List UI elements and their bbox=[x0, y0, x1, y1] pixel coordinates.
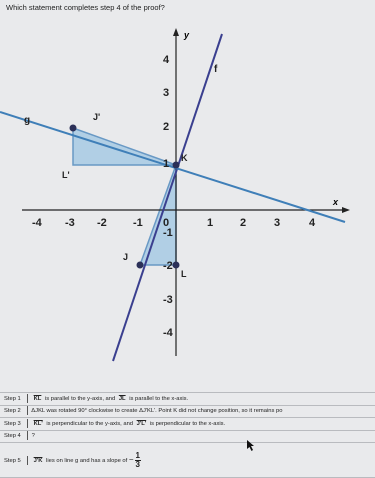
triangle-j-k-l bbox=[140, 165, 176, 265]
line-g-label: g bbox=[24, 115, 31, 126]
segment-kl: $\overline{KL}$ bbox=[33, 396, 42, 402]
x-tick-label: 4 bbox=[309, 217, 316, 229]
step-text: is perpendicular to the y-axis, and bbox=[44, 421, 135, 427]
point-l bbox=[173, 262, 180, 269]
y-tick-label: 4 bbox=[163, 54, 170, 66]
x-tick-label: 1 bbox=[207, 217, 214, 229]
y-tick-label: 2 bbox=[163, 121, 170, 133]
x-tick-label: -1 bbox=[133, 217, 143, 229]
segment-jl: $\overline{JL}$ bbox=[118, 396, 126, 402]
step-text: is parallel to the y-axis, and bbox=[43, 396, 117, 402]
line-f bbox=[113, 34, 222, 361]
step-row bbox=[0, 405, 375, 417]
x-tick-label: -3 bbox=[65, 217, 75, 229]
step-text: ΔJKL was rotated 90° clockwise to create ΔJ'KL'. Point K did not change position, so it remains po bbox=[31, 408, 283, 415]
point-label-j-prime: J' bbox=[93, 112, 101, 122]
point-j-prime bbox=[70, 125, 77, 132]
fraction-denominator: 3 bbox=[135, 459, 140, 469]
x-tick-label: 2 bbox=[240, 217, 247, 229]
segment-jk-prime: J'K bbox=[33, 458, 43, 464]
step-row bbox=[0, 417, 375, 430]
step-label: Step 5 bbox=[4, 458, 21, 464]
segment-kl-prime: KL' bbox=[33, 421, 43, 427]
minus-sign: − bbox=[128, 455, 134, 464]
coordinate-graph bbox=[0, 16, 375, 390]
x-tick-label: -2 bbox=[97, 217, 107, 229]
fraction-numerator: 1 bbox=[135, 450, 140, 460]
triangle-jprime-k-lprime bbox=[73, 128, 176, 165]
step-label: Step 3 bbox=[4, 421, 21, 427]
point-label-k: K bbox=[181, 153, 188, 163]
step-row bbox=[0, 442, 375, 478]
y-tick-label: -2 bbox=[163, 260, 173, 272]
point-k bbox=[173, 162, 180, 169]
x-tick-label: -4 bbox=[32, 217, 42, 229]
mouse-pointer-icon bbox=[247, 440, 255, 451]
step-label: Step 1 bbox=[4, 396, 21, 402]
y-tick-label: 1 bbox=[163, 158, 170, 170]
y-axis-label: y bbox=[184, 30, 190, 40]
step-4-answer: ? bbox=[31, 433, 35, 440]
x-tick-label: 3 bbox=[274, 217, 281, 229]
step-label: Step 4 bbox=[4, 433, 21, 440]
point-j bbox=[137, 262, 144, 269]
slope-fraction bbox=[135, 452, 141, 469]
step-text: is perpendicular to the x-axis. bbox=[148, 421, 226, 427]
step-label: Step 2 bbox=[4, 408, 21, 415]
step-text: lies on line g and has a slope of bbox=[44, 458, 129, 464]
y-tick-label: 3 bbox=[163, 87, 170, 99]
y-tick-label: -1 bbox=[163, 227, 173, 239]
x-axis-label: x bbox=[333, 197, 339, 207]
point-label-j: J bbox=[123, 252, 129, 262]
step-text: is parallel to the x-axis. bbox=[127, 396, 189, 402]
step-row bbox=[0, 430, 375, 442]
point-label-l: L bbox=[181, 269, 187, 279]
question-text: Which statement completes step 4 of the proof? bbox=[6, 3, 165, 12]
point-label-l-prime: L' bbox=[62, 170, 70, 180]
y-tick-label: -4 bbox=[163, 327, 173, 339]
step-row bbox=[0, 392, 375, 405]
proof-steps-table bbox=[0, 392, 375, 478]
y-tick-label: -3 bbox=[163, 294, 173, 306]
segment-jl-prime: J'L' bbox=[136, 421, 147, 427]
line-f-label: f bbox=[214, 64, 218, 75]
x-tick-label: 0 bbox=[163, 217, 170, 229]
